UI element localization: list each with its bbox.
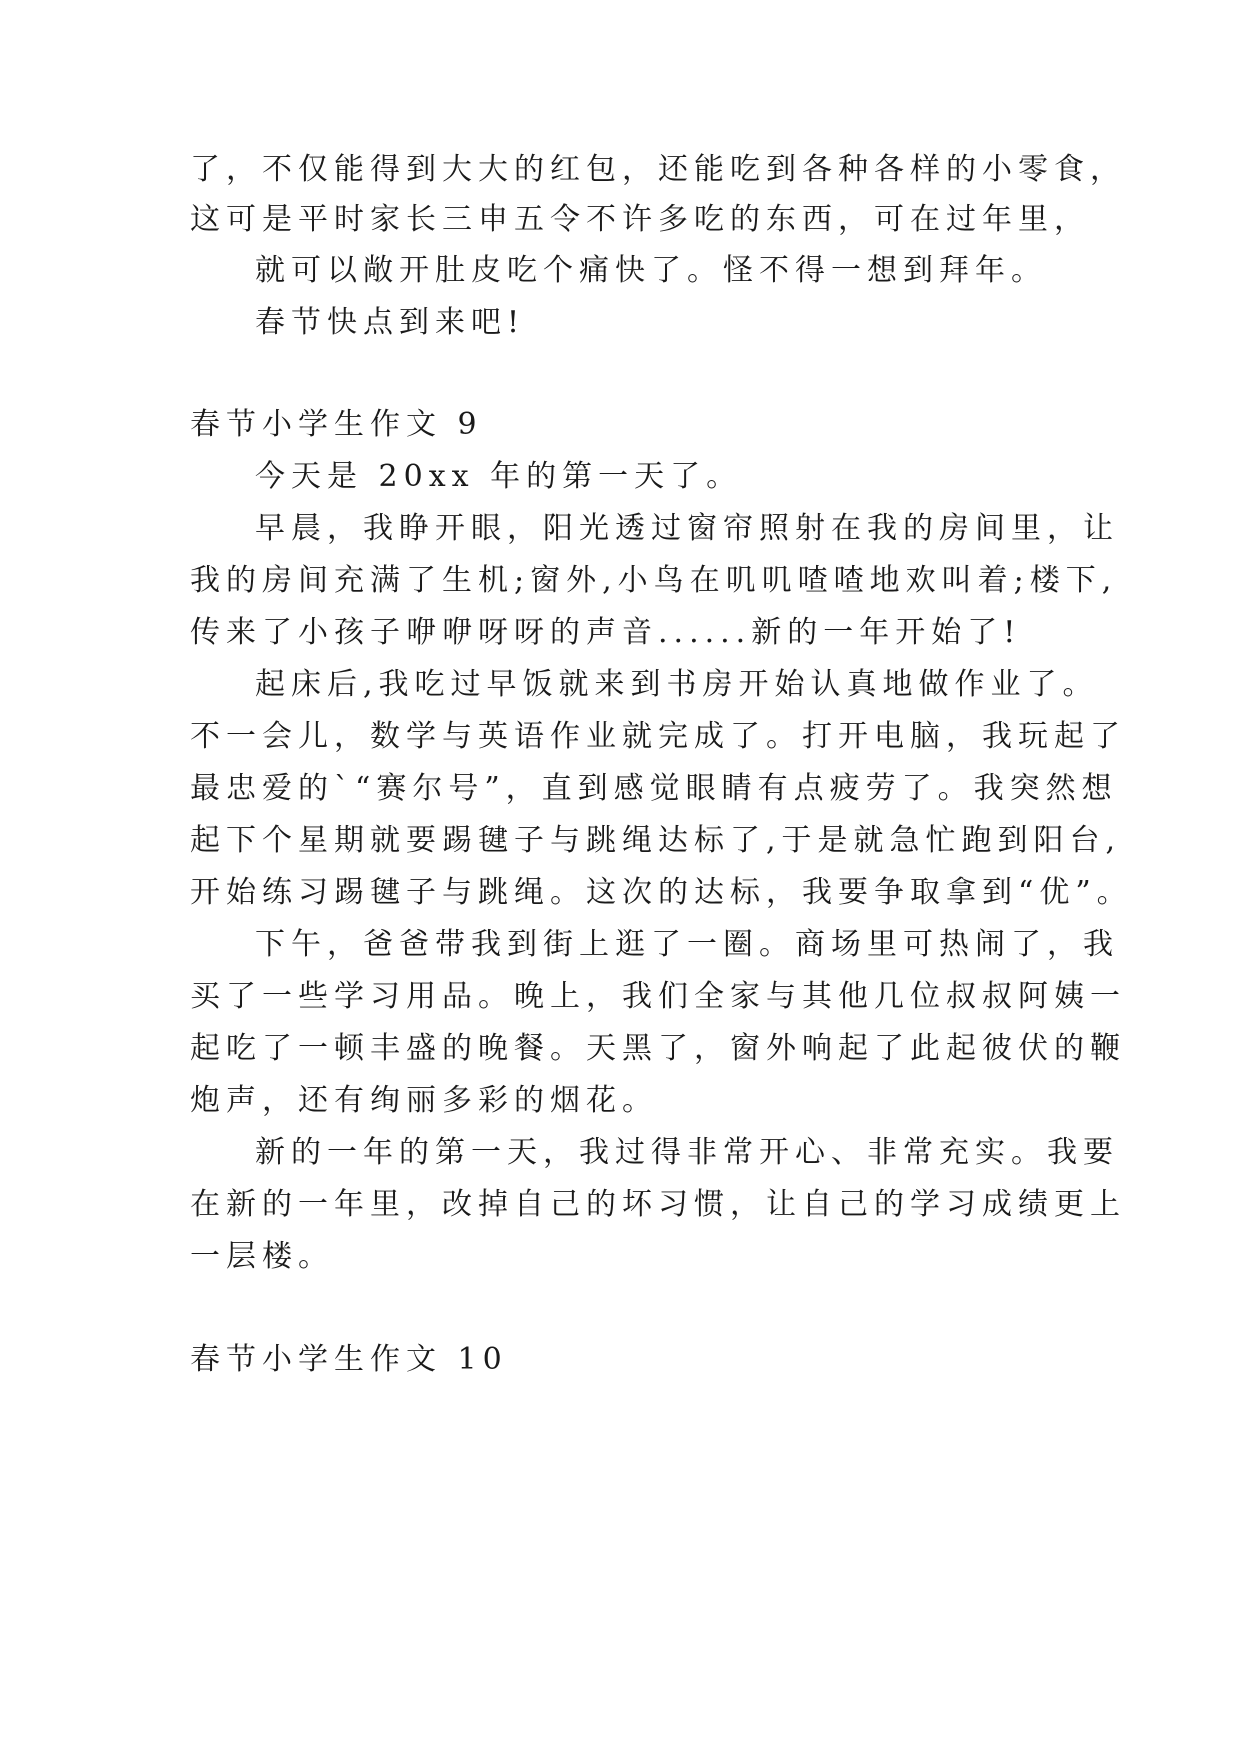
paragraph-line: 下午，爸爸带我到街上逛了一圈。商场里可热闹了，我 (255, 927, 1119, 962)
paragraph-line: 起床后,我吃过早饭就来到书房开始认真地做作业了。 (255, 667, 1099, 702)
paragraph-line: 我的房间充满了生机;窗外,小鸟在叽叽喳喳地欢叫着;楼下, (190, 563, 1118, 598)
paragraph-line: 传来了小孩子咿咿呀呀的声音......新的一年开始了! (190, 615, 1022, 650)
paragraph-line: 不一会儿，数学与英语作业就完成了。打开电脑，我玩起了 (190, 719, 1126, 754)
paragraph-line: 今天是 20xx 年的第一天了。 (255, 459, 743, 494)
paragraph-line: 一层楼。 (190, 1239, 334, 1274)
paragraph-line: 了，不仅能得到大大的红包，还能吃到各种各样的小零食， (190, 152, 1126, 187)
essay-title: 春节小学生作文 9 (190, 407, 483, 442)
paragraph-line: 炮声，还有绚丽多彩的烟花。 (190, 1083, 658, 1118)
paragraph-line: 这可是平时家长三申五令不许多吃的东西，可在过年里， (190, 202, 1090, 237)
paragraph-line: 就可以敞开肚皮吃个痛快了。怪不得一想到拜年。 (255, 253, 1047, 288)
paragraph-line: 最忠爱的`“赛尔号”，直到感觉眼睛有点疲劳了。我突然想 (190, 771, 1118, 806)
paragraph-line: 买了一些学习用品。晚上，我们全家与其他几位叔叔阿姨一 (190, 979, 1126, 1014)
paragraph-line: 春节快点到来吧! (255, 305, 526, 340)
paragraph-line: 新的一年的第一天，我过得非常开心、非常充实。我要 (255, 1135, 1119, 1170)
paragraph-line: 在新的一年里，改掉自己的坏习惯，让自己的学习成绩更上 (190, 1187, 1126, 1222)
essay-title: 春节小学生作文 10 (190, 1342, 508, 1377)
paragraph-line: 早晨，我睁开眼，阳光透过窗帘照射在我的房间里，让 (255, 511, 1119, 546)
paragraph-line: 起吃了一顿丰盛的晚餐。天黑了，窗外响起了此起彼伏的鞭 (190, 1031, 1126, 1066)
paragraph-line: 开始练习踢毽子与跳绳。这次的达标，我要争取拿到“优”。 (190, 875, 1133, 910)
paragraph-line: 起下个星期就要踢毽子与跳绳达标了,于是就急忙跑到阳台, (190, 823, 1122, 858)
